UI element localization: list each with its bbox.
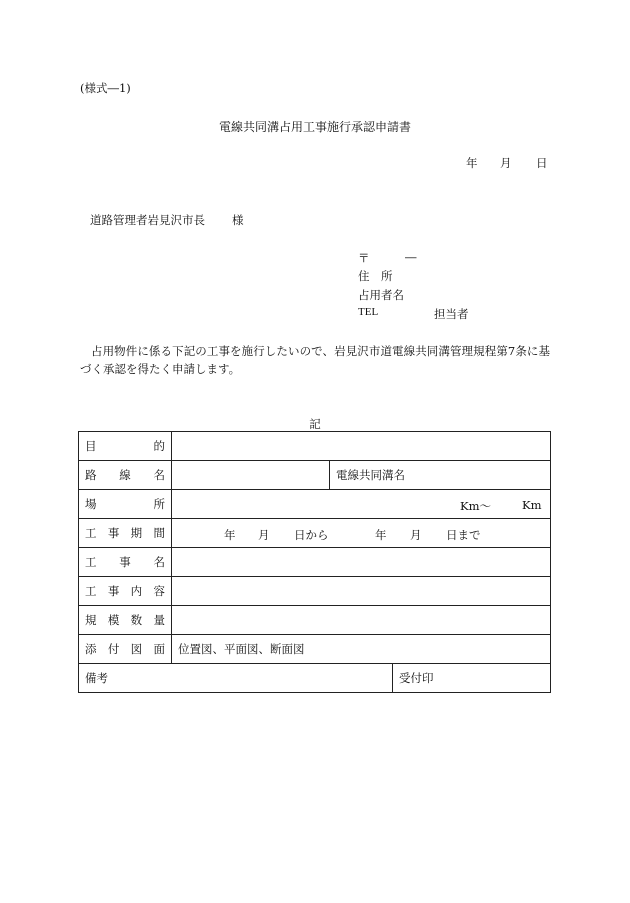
route-name-field[interactable] xyxy=(172,461,330,490)
table-row xyxy=(79,606,551,635)
work-name-label: 工 事 名 xyxy=(79,548,172,577)
km-from-label: Km〜 xyxy=(460,499,491,513)
scale-quantity-field[interactable] xyxy=(172,606,551,635)
work-period-field[interactable] xyxy=(172,519,551,548)
person-in-charge-label: 担当者 xyxy=(434,307,469,321)
table-row xyxy=(79,635,551,664)
application-table xyxy=(78,431,551,693)
occupant-name-label: 占用者名 xyxy=(358,288,404,302)
form-number-label: (様式―1) xyxy=(80,81,131,95)
scale-quantity-label: 規 模 数 量 xyxy=(79,606,172,635)
date-year: 年 xyxy=(466,156,478,170)
work-content-field[interactable] xyxy=(172,577,551,606)
period-to-month: 月 xyxy=(410,528,422,542)
reception-stamp-box xyxy=(393,664,551,693)
work-name-field[interactable] xyxy=(172,548,551,577)
place-field[interactable] xyxy=(172,490,551,519)
period-from-year: 年 xyxy=(224,528,236,542)
addressee-honorific: 様 xyxy=(232,213,244,227)
table-row xyxy=(79,432,551,461)
place-label: 場 所 xyxy=(79,490,172,519)
table-row xyxy=(79,664,551,693)
period-from-month: 月 xyxy=(258,528,270,542)
request-statement: 占用物件に係る下記の工事を施行したいので、岩見沢市道電線共同溝管理規程第7条に基づく承認を得たく申請します。 xyxy=(80,344,550,376)
work-content-label: 工 事 内 容 xyxy=(79,577,172,606)
table-row xyxy=(79,490,551,519)
document-title: 電線共同溝占用工事施行承認申請書 xyxy=(218,120,411,134)
purpose-field[interactable] xyxy=(172,432,551,461)
route-name-label: 路 線 名 xyxy=(79,461,172,490)
ki-heading: 記 xyxy=(309,417,321,431)
table-row xyxy=(79,519,551,548)
postal-dash: ― xyxy=(405,250,417,264)
km-to-label: Km xyxy=(522,498,542,512)
remarks-field[interactable] xyxy=(79,664,393,693)
reception-stamp-label: 受付印 xyxy=(399,671,434,685)
remarks-label: 備考 xyxy=(85,671,108,685)
period-to-day: 日まで xyxy=(446,528,481,542)
addressee-name: 道路管理者岩見沢市長 xyxy=(90,213,205,227)
table-row xyxy=(79,461,551,490)
postal-mark: 〒 xyxy=(358,251,370,265)
tel-label: TEL xyxy=(358,306,379,318)
attached-drawings-value: 位置図、平面図、断面図 xyxy=(172,635,551,664)
work-period-label: 工 事 期 間 xyxy=(79,519,172,548)
conduit-name-field[interactable] xyxy=(330,461,551,490)
address-label: 住 所 xyxy=(358,269,393,283)
attached-drawings-label: 添 付 図 面 xyxy=(79,635,172,664)
table-row xyxy=(79,548,551,577)
table-row xyxy=(79,577,551,606)
purpose-label: 目 的 xyxy=(79,432,172,461)
date-month: 月 xyxy=(500,156,512,170)
conduit-name-label: 電線共同溝名 xyxy=(336,468,405,482)
period-to-year: 年 xyxy=(375,528,387,542)
date-day: 日 xyxy=(536,156,548,170)
period-from-day: 日から xyxy=(294,528,329,542)
